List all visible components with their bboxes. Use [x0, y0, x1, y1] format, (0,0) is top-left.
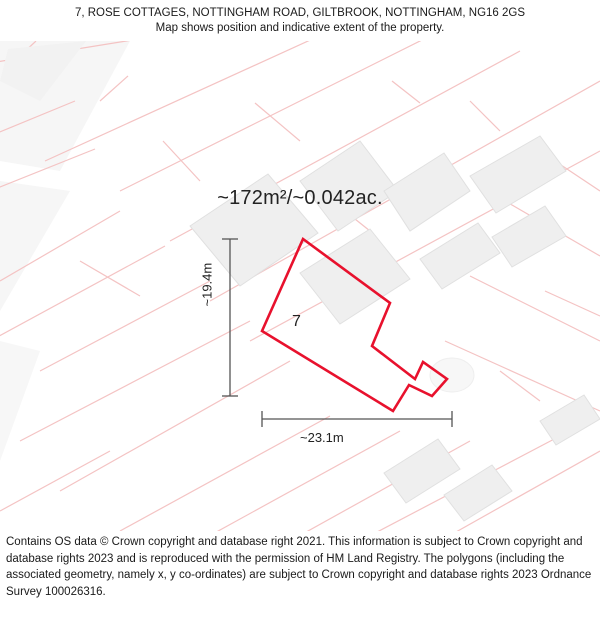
plot-number-label: 7: [292, 313, 301, 330]
page-title: 7, ROSE COTTAGES, NOTTINGHAM ROAD, GILTBROOK, NOTTINGHAM, NG16 2GS: [74, 7, 526, 19]
map-circle-feature: [430, 358, 474, 392]
map-background-blocks: [0, 41, 130, 461]
area-measurement-label: ~172m²/~0.042ac.: [217, 187, 383, 209]
map-canvas[interactable]: [0, 41, 600, 531]
map-header: [0, 0, 600, 36]
copyright-footer: Contains OS data © Crown copyright and database right 2021. This information is subject to Crown copyright and database rights 2023 and is reproduced with the permission of HM Land Registry. The polygons (including the associated geometry, namely x, y co-ordinates) are subject to Crown copyright and database rights 2023 Ordnance Survey 100026316.: [6, 536, 592, 598]
dimension-horizontal-label: ~23.1m: [300, 430, 344, 445]
map-graphic: [0, 41, 600, 531]
page-subtitle: Map shows position and indicative extent of the property.: [155, 22, 445, 34]
dimension-vertical-label: ~19.4m: [199, 262, 215, 307]
